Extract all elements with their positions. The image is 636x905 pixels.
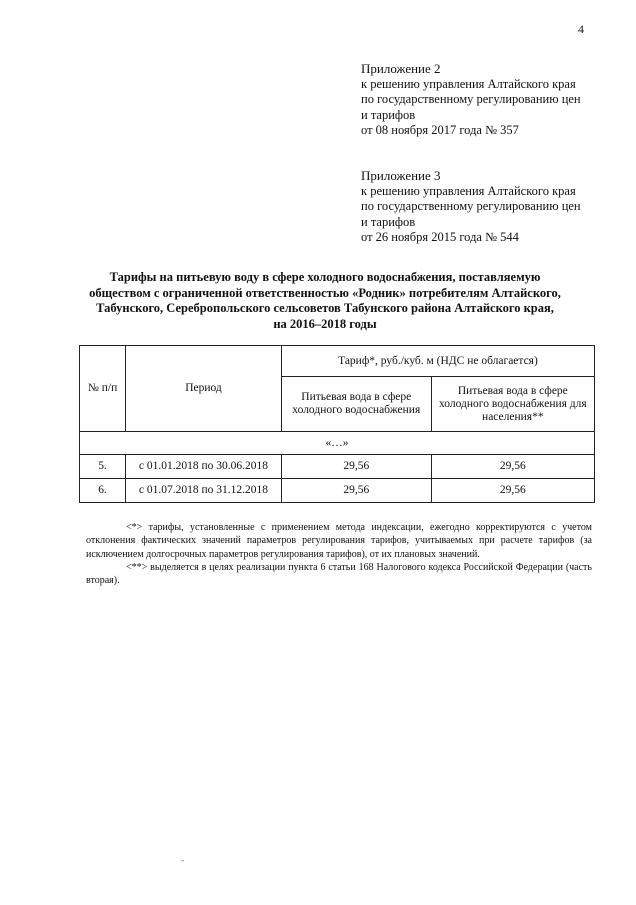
appendix-3-line: от 26 ноября 2015 года № 544	[361, 230, 519, 244]
footnote-indexation: <*> тарифы, установленные с применением метода индексации, ежегодно корректируются с учетом отклонения фактических значений параметров регулирования тарифов, учитываемых при расчете тарифов (за исключением долгосрочных параметров регулирования тарифов), от их плановых значений.	[86, 522, 592, 560]
appendix-2-block	[361, 61, 581, 139]
row-tariff-cold-water: 29,56	[281, 479, 431, 503]
row-tariff-population: 29,56	[431, 455, 594, 479]
bottom-mark: -	[181, 855, 184, 865]
row-tariff-population: 29,56	[431, 479, 594, 503]
appendix-3-line: и тарифов	[361, 214, 416, 229]
tariff-table	[79, 345, 595, 503]
title-line: Тарифы на питьевую воду в сфере холодного водоснабжения, поставляемую	[109, 270, 541, 284]
row-period: с 01.07.2018 по 31.12.2018	[126, 479, 282, 503]
table-header-row	[80, 346, 595, 377]
footnotes	[86, 521, 592, 587]
appendix-3-line: по государственному регулированию цен	[361, 199, 581, 213]
appendix-2-line: и тарифов	[361, 107, 416, 122]
appendix-2-heading: Приложение 2	[361, 61, 441, 76]
appendix-2-line: по государственному регулированию цен	[361, 92, 581, 106]
row-number: 6.	[80, 479, 126, 503]
table-row-ellipsis	[80, 432, 595, 455]
appendix-2-line: от 08 ноября 2017 года № 357	[361, 123, 519, 137]
page-number: 4	[578, 22, 584, 36]
appendix-3-heading: Приложение 3	[361, 168, 441, 183]
footnote-vat: <**> выделяется в целях реализации пункта 6 статьи 168 Налогового кодекса Российской Федерации (часть вторая).	[86, 561, 592, 587]
header-tariff-cold-water: Питьевая вода в сфере холодного водоснабжения	[281, 377, 431, 432]
row-number: 5.	[80, 455, 126, 479]
header-tariff-population: Питьевая вода в сфере холодного водоснабжения для населения**	[431, 377, 594, 432]
document-title	[60, 270, 590, 332]
ellipsis-cell: «…»	[80, 432, 595, 455]
table-row	[80, 479, 595, 503]
header-number: № п/п	[80, 346, 126, 432]
appendix-3-block	[361, 168, 581, 246]
appendix-3-line: к решению управления Алтайского края	[361, 183, 576, 198]
title-line: на 2016–2018 годы	[273, 316, 377, 331]
table-row	[80, 455, 595, 479]
appendix-2-line: к решению управления Алтайского края	[361, 76, 576, 91]
header-tariff-group: Тариф*, руб./куб. м (НДС не облагается)	[281, 346, 594, 377]
title-line: Табунского, Серебропольского сельсоветов Табунского района Алтайского края,	[96, 301, 554, 315]
row-period: с 01.01.2018 по 30.06.2018	[126, 455, 282, 479]
header-period: Период	[126, 346, 282, 432]
row-tariff-cold-water: 29,56	[281, 455, 431, 479]
title-line: обществом с ограниченной ответственностью «Родник» потребителям Алтайского,	[89, 285, 561, 300]
